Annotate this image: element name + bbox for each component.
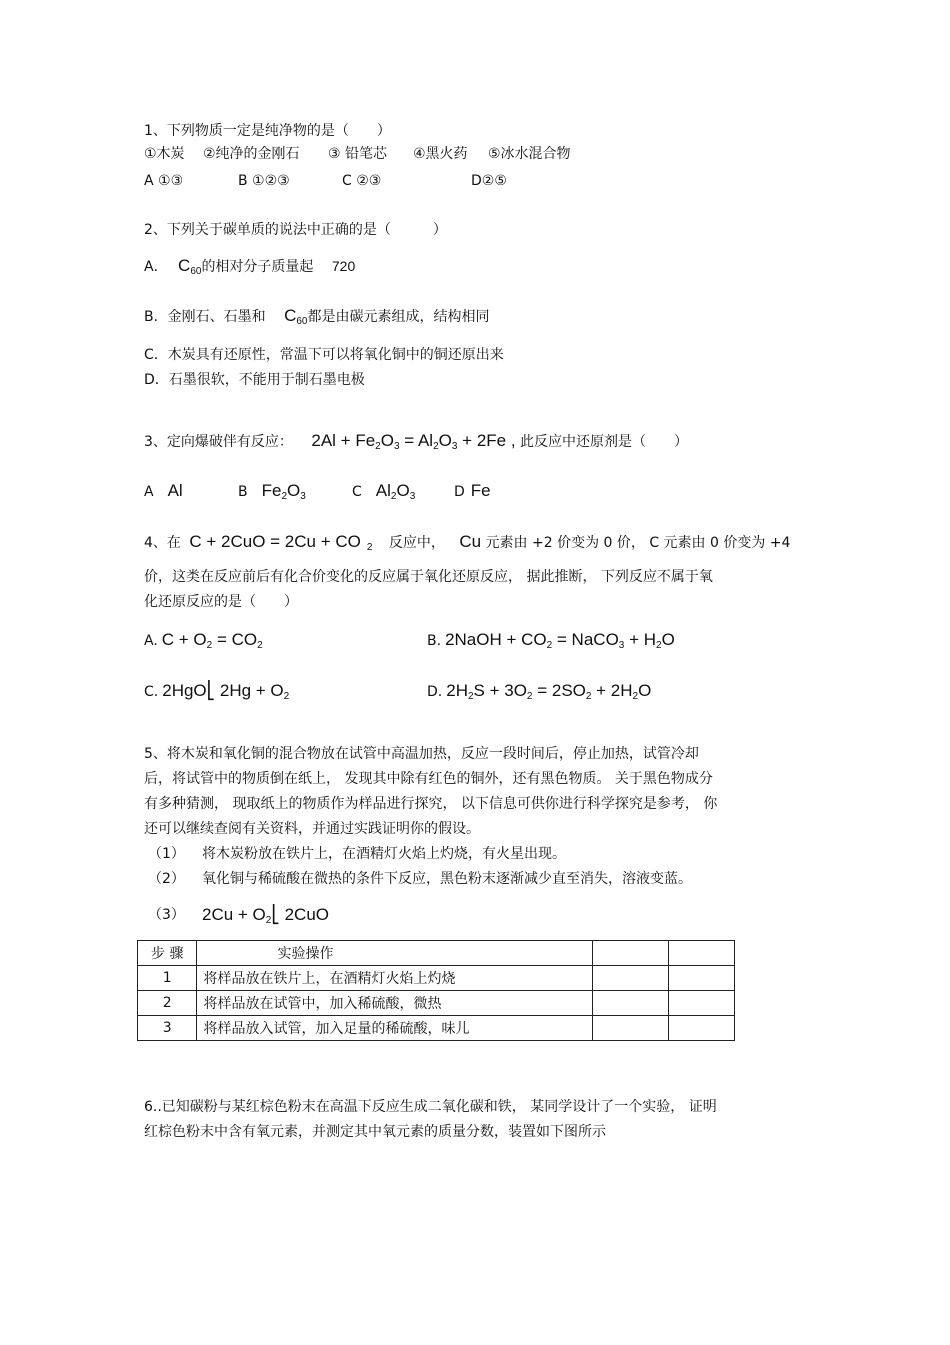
option-equation [162, 681, 289, 700]
eq-part: O [661, 630, 675, 649]
q5-line3: 有多种猜测， 现取纸上的物质作为样品进行探究， 以下信息可供你进行科学探究是参考， 你 [144, 796, 718, 812]
option-equation [162, 630, 263, 649]
q5-line4: 还可以继续查阅有关资料，并通过实践证明你的假设。 [144, 821, 480, 837]
eq-sub: 2 [433, 441, 439, 452]
option-label: D [454, 484, 465, 500]
eq-part: O [438, 431, 452, 450]
q2-a-formula [178, 256, 201, 275]
eq-part: + H [624, 630, 657, 649]
eq-part: S + 3O [473, 681, 527, 700]
q5-info1-label: （1） [148, 846, 185, 862]
eq-part: C + 2CuO = 2Cu + CO [189, 532, 361, 551]
eq-part: C + O [161, 630, 207, 649]
q4-equation [189, 532, 372, 551]
q1-item: ③ 铅笔芯 [328, 146, 388, 162]
eq-part: 2Cu + O [202, 905, 266, 924]
option-formula: Fe [470, 481, 491, 500]
q2-b-label: B．金刚石、石墨和 [144, 309, 266, 325]
eq-sub: 2 [281, 491, 288, 502]
q6-line2: 红棕色粉末中含有氧元素，并测定其中氧元素的质量分数，装置如下图所示 [144, 1124, 606, 1140]
q4-stem-line1 [144, 533, 790, 552]
q1-item: ①木炭 [144, 146, 185, 162]
table-header-row [138, 941, 735, 966]
eq-part: Al [375, 481, 391, 500]
q1-stem: 1、下列物质一定是纯净物的是（ ） [144, 123, 391, 139]
q1-option-c: C ②③ [342, 173, 382, 189]
eq-sub: 2 [283, 691, 290, 702]
q4-option-b [427, 631, 675, 650]
q4-option-a [144, 631, 263, 650]
eq-sub: 2 [585, 691, 592, 702]
eq-part: 2NaOH + CO [445, 630, 547, 649]
q2-a-label: A． [144, 259, 168, 275]
q5-line1: 5、将木炭和氧化铜的混合物放在试管中高温加热，反应一段时间后，停止加热，试管冷却 [144, 746, 699, 762]
formula-c: C [178, 256, 191, 275]
eq-sub: 2 [467, 691, 474, 702]
q1-item: ⑤冰水混合物 [488, 146, 571, 162]
table-cell: 1 [138, 966, 197, 991]
q5-info3-label: （3） [148, 907, 185, 923]
q3-option-b [238, 482, 306, 501]
option-label: C [352, 484, 362, 500]
q5-info3-equation [202, 906, 329, 925]
option-label: A [144, 484, 154, 500]
q2-a-value: 720 [331, 258, 356, 274]
table-header-cell [668, 941, 734, 966]
eq-sub: 3 [409, 491, 416, 502]
eq-sub: 3 [393, 441, 400, 452]
eq-sub: 2 [265, 915, 272, 926]
q4-stem-line2: 价，这类在反应前后有化合价变化的反应属于氧化还原反应， 据此推断， 下列反应不属于氧 [144, 569, 713, 585]
eq-part: = 2SO [532, 681, 586, 700]
q2-option-a [144, 257, 355, 276]
eq-part: + 2H [591, 681, 633, 700]
q4-cu: Cu [459, 532, 482, 551]
eq-part: + 2Fe , [457, 431, 516, 450]
eq [202, 905, 329, 924]
q5-info2: 氧化铜与稀硫酸在微热的条件下反应，黑色粉末逐渐减少直至消失，溶液变蓝。 [202, 871, 692, 887]
q1-option-d: D②⑤ [471, 173, 507, 189]
q1-option-b: B ①②③ [238, 173, 290, 189]
eq-sub: 2 [390, 491, 397, 502]
table-cell [592, 966, 668, 991]
option-formula [262, 481, 306, 500]
eq-sub: 2 [257, 640, 263, 651]
eq-part: ⎣ 2CuO [271, 905, 329, 924]
eq-sub: 3 [618, 640, 625, 651]
q3-option-d [454, 482, 491, 501]
q1-option-a: A ①③ [144, 173, 184, 189]
table-cell [668, 966, 734, 991]
eq-part: 2Al + Fe [311, 431, 376, 450]
q2-stem: 2、下列关于碳单质的说法中正确的是（ ） [144, 222, 447, 238]
option-formula: Al [167, 481, 183, 500]
eq-sub: 2 [366, 542, 373, 553]
q4-stem-line3: 化还原反应的是（ ） [144, 594, 298, 610]
option-label: B [238, 484, 248, 500]
q6-line1: 6..已知碳粉与某红棕色粉末在高温下反应生成二氧化碳和铁， 某同学设计了一个实验， 证明 [144, 1099, 717, 1115]
table-cell [592, 1016, 668, 1041]
eq-part: 2H [446, 681, 468, 700]
q4-text1: 反应中， [388, 535, 445, 551]
eq-sub: 3 [300, 491, 306, 502]
q2-option-d: D．石墨很软，不能用于制石墨电极 [144, 372, 365, 388]
eq-sub: 2 [206, 640, 213, 651]
table-cell [592, 991, 668, 1016]
q4-text2: 元素由 +2 价变为 0 价， C 元素由 0 价变为 +4 [485, 535, 791, 551]
table-row [138, 966, 735, 991]
q2-a-text: 的相对分子质量起 [201, 259, 314, 275]
eq-part: O [396, 481, 410, 500]
option-label: D. [427, 684, 443, 700]
table-cell: 2 [138, 991, 197, 1016]
eq-part: O [287, 481, 301, 500]
table-cell [668, 1016, 734, 1041]
q2-b-text: 都是由碳元素组成，结构相同 [307, 309, 490, 325]
eq-sub: 2 [526, 691, 533, 702]
q5-info1: 将木炭粉放在铁片上，在酒精灯火焰上灼烧，有火星出现。 [202, 846, 566, 862]
option-label: B. [427, 633, 442, 649]
q5-info2-label: （2） [148, 871, 185, 887]
table-cell: 将样品放在试管中，加入稀硫酸，微热 [197, 991, 592, 1016]
eq-part: O [380, 431, 394, 450]
option-label: C. [144, 684, 159, 700]
eq-sub: 2 [632, 691, 639, 702]
q3-stem [144, 432, 688, 451]
q2-option-b [144, 307, 489, 326]
table-cell: 将样品放入试管，加入足量的稀硫酸，味儿 [197, 1016, 592, 1041]
q2-b-formula [284, 306, 307, 325]
q3-equation [311, 431, 515, 450]
eq-part: O [638, 681, 652, 700]
q2-option-c: C．木炭具有还原性，常温下可以将氧化铜中的铜还原出来 [144, 347, 504, 363]
q4-pre: 4、在 [144, 535, 181, 551]
formula-sub: 60 [296, 316, 308, 327]
eq-sub: 3 [451, 441, 458, 452]
table-header-cell: 步 骤 [138, 941, 197, 966]
table-row [138, 991, 735, 1016]
formula-sub: 60 [190, 266, 202, 277]
option-equation [445, 630, 675, 649]
table-header-cell [592, 941, 668, 966]
q3-option-a [144, 482, 183, 501]
eq-sub: 2 [546, 640, 553, 651]
eq-part: Fe [261, 481, 282, 500]
q3-stem-pre: 3、定向爆破伴有反应： [144, 434, 293, 450]
q1-item: ②纯净的金刚石 [203, 146, 300, 162]
q4-option-d [427, 682, 651, 701]
option-formula [376, 481, 415, 500]
eq-part: = CO [212, 630, 258, 649]
table-cell [668, 991, 734, 1016]
table-header-cell: 实验操作 [197, 941, 592, 966]
q4-option-c [144, 682, 289, 701]
formula-c: C [284, 306, 297, 325]
q3-stem-post: 此反应中还原剂是（ ） [520, 434, 689, 450]
eq-sub: 2 [375, 441, 381, 452]
q3-option-c [352, 482, 415, 501]
eq-part: = NaCO [552, 630, 619, 649]
option-equation [446, 681, 651, 700]
eq-sub: 2 [656, 640, 662, 651]
option-label: A. [144, 633, 158, 649]
eq-part: 2HgO⎣ 2Hg + O [162, 681, 284, 700]
table-cell: 3 [138, 1016, 197, 1041]
q5-line2: 后，将试管中的物质倒在纸上， 发现其中除有红色的铜外，还有黑色物质。 关于黑色物成分 [144, 771, 713, 787]
eq-part: = Al [399, 431, 434, 450]
q1-item: ④黑火药 [413, 146, 468, 162]
table-cell: 将样品放在铁片上，在酒精灯火焰上灼烧 [197, 966, 592, 991]
table-row [138, 1016, 735, 1041]
experiment-table [137, 940, 735, 1041]
